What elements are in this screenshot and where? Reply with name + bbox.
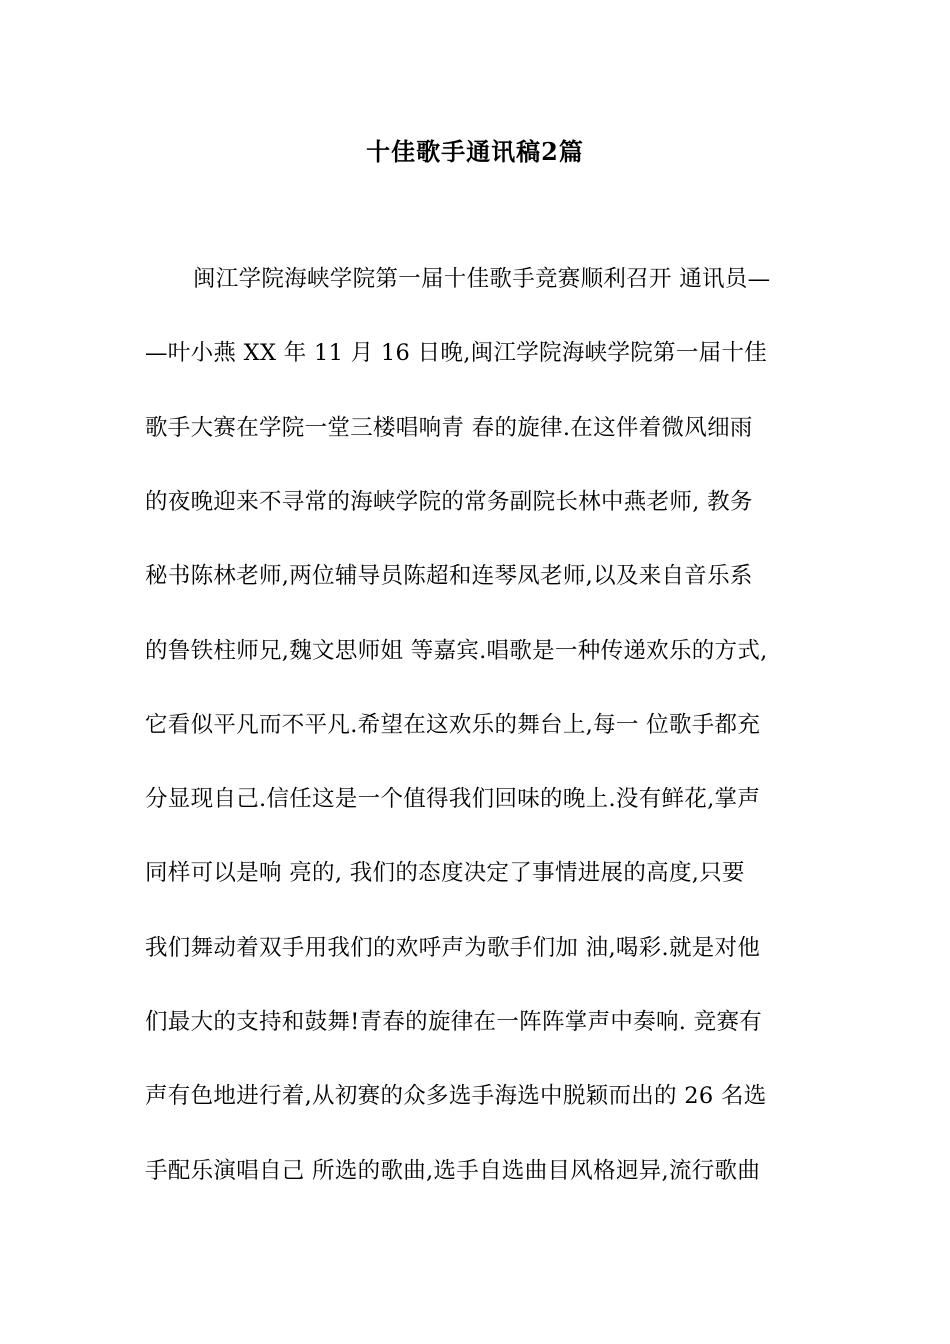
body-line: 手配乐演唱自己 所选的歌曲,选手自选曲目风格迥异,流行歌曲 (145, 1157, 761, 1184)
body-line: 秘书陈林老师,两位辅导员陈超和连琴凤老师,以及来自音乐系 (145, 563, 753, 590)
body-line: 的鲁铁柱师兄,魏文思师姐 等嘉宾.唱歌是一种传递欢乐的方式, (145, 637, 768, 664)
body-line: —叶小燕 XX 年 11 月 16 日晚,闽江学院海峡学院第一届十佳 (145, 340, 768, 367)
body-line: 我们舞动着双手用我们的欢呼声为歌手们加 油,喝彩.就是对他 (145, 934, 761, 961)
document-title: 十佳歌手通讯稿2篇 (366, 137, 584, 166)
body-line: 的夜晚迎来不寻常的海峡学院的常务副院长林中燕老师, 教务 (145, 488, 753, 515)
body-line: 同样可以是响 亮的, 我们的态度决定了事情进展的高度,只要 (145, 860, 745, 887)
body-line: 分显现自己.信任这是一个值得我们回味的晚上.没有鲜花,掌声 (145, 786, 761, 813)
body-line: 声有色地进行着,从初赛的众多选手海选中脱颖而出的 26 名选 (145, 1083, 767, 1110)
body-line: 它看似平凡而不平凡.希望在这欢乐的舞台上,每一 位歌手都充 (145, 711, 761, 738)
body-line: 闽江学院海峡学院第一届十佳歌手竞赛顺利召开 通讯员— (193, 266, 771, 292)
body-line: 们最大的支持和鼓舞!青春的旋律在一阵阵掌声中奏响. 竞赛有 (145, 1009, 763, 1035)
body-line: 歌手大赛在学院一堂三楼唱响青 春的旋律.在这伴着微风细雨 (145, 414, 753, 441)
